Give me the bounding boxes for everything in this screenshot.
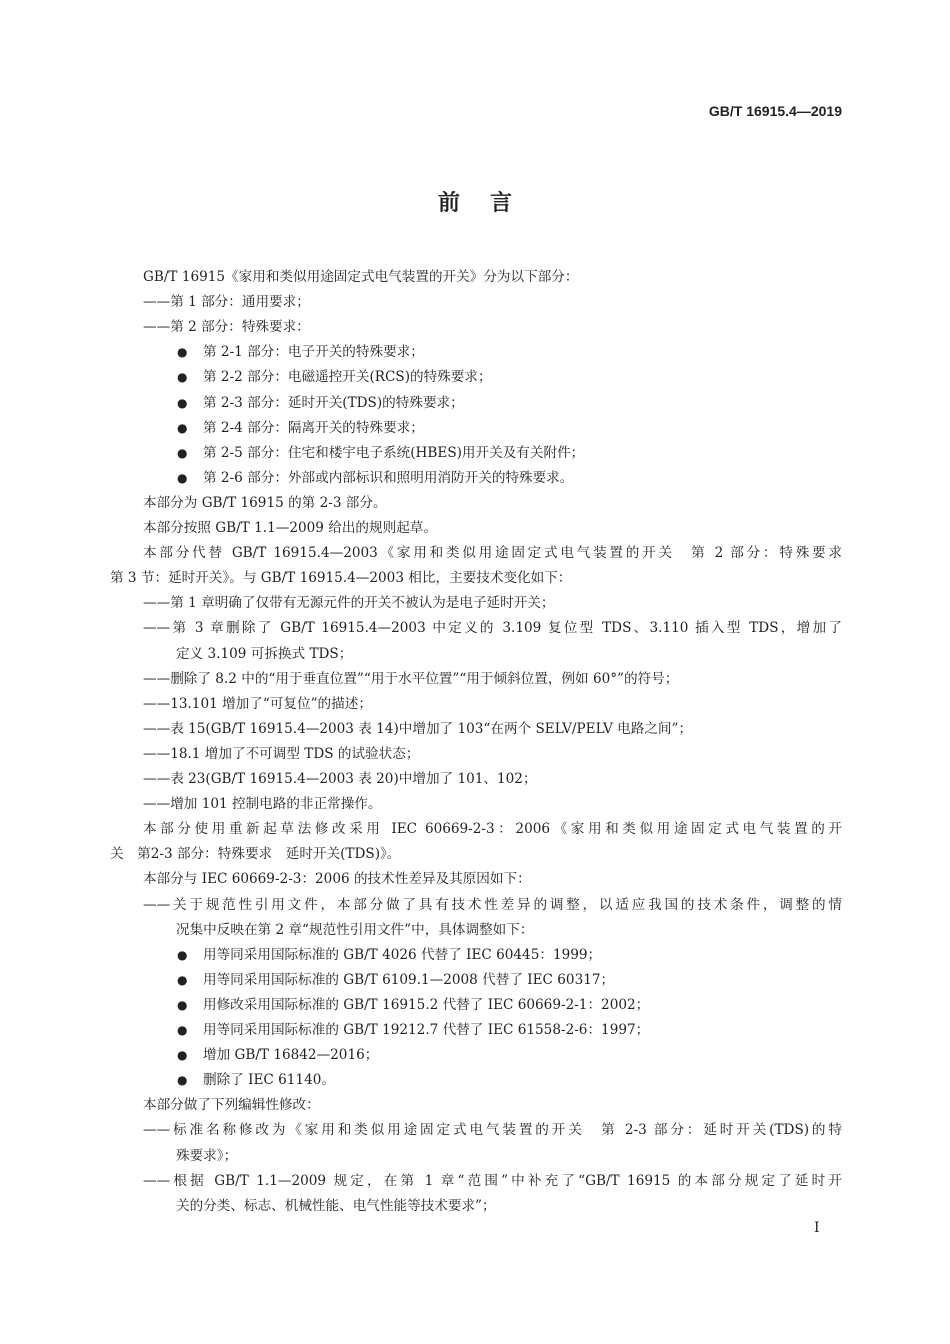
- line-text: 删除了 IEC 61140。: [203, 1072, 335, 1089]
- paragraph-line: [143, 870, 842, 888]
- line-text: 用等同采用国际标准的 GB/T 4026 代替了 IEC 60445：1999；: [203, 946, 602, 963]
- dash-list-item: [176, 921, 842, 939]
- bullet-list-item: [177, 368, 492, 386]
- line-text: 用等同采用国际标准的 GB/T 19212.7 代替了 IEC 61558-2-6：1997；: [203, 1022, 650, 1038]
- bullet-list-item: [177, 444, 585, 462]
- line-text: ——标准名称修改为《家用和类似用途固定式电气装置的开关 第 2-3 部分：延时开关(TDS)的特: [143, 1122, 842, 1139]
- paragraph-line: [143, 820, 842, 838]
- line-text: 第 3 节：延时开关》。与 GB/T 16915.4—2003 相比，主要技术变化如下：: [110, 570, 572, 587]
- line-text: ——根据 GB/T 1.1—2009 规定，在第 1 章“范围”中补充了“GB/T 16915 的本部分规定了延时开: [143, 1172, 842, 1189]
- paragraph-line: [143, 519, 842, 537]
- bullet-list-item: [177, 343, 424, 361]
- dash-list-item: [143, 318, 842, 336]
- bullet-list-item: [177, 1071, 335, 1089]
- line-text: 关 第2-3 部分：特殊要求 延时开关(TDS)》。: [110, 846, 401, 863]
- bullet-icon: ●: [177, 1023, 188, 1037]
- bullet-icon: ●: [177, 420, 188, 435]
- line-text: GB/T 16915《家用和类似用途固定式电气装置的开关》分为以下部分：: [143, 269, 579, 285]
- dash-list-item: [143, 670, 842, 688]
- bullet-icon: ●: [177, 445, 188, 460]
- bullet-list-item: [177, 469, 574, 487]
- line-text: 第 2-3 部分：延时开关(TDS)的特殊要求；: [203, 394, 464, 411]
- page-number: I: [814, 1220, 820, 1236]
- line-text: ——增加 101 控制电路的非正常操作。: [143, 796, 382, 813]
- line-text: 本部分使用重新起草法修改采用 IEC 60669-2-3：2006《家用和类似用途固定式电气装置的开: [143, 821, 842, 838]
- bullet-icon: ●: [177, 972, 188, 987]
- dash-list-item: [143, 770, 842, 788]
- bullet-icon: ●: [177, 395, 188, 410]
- dash-list-item: [143, 720, 842, 738]
- bullet-list-item: [177, 419, 424, 437]
- line-text: 定义 3.109 可拆换式 TDS；: [176, 645, 353, 662]
- standard-number-header: GB/T 16915.4—2019: [708, 103, 842, 119]
- line-text: 用等同采用国际标准的 GB/T 6109.1—2008 代替了 IEC 60317；: [203, 971, 615, 988]
- line-text: 第 2-1 部分：电子开关的特殊要求；: [203, 344, 424, 361]
- paragraph-line: [110, 845, 842, 863]
- dash-list-item: [176, 645, 842, 663]
- line-text: 第 2-5 部分：住宅和楼宇电子系统(HBES)用开关及有关附件；: [203, 444, 585, 461]
- line-text: 殊要求》；: [176, 1147, 238, 1164]
- paragraph-line: [143, 494, 842, 512]
- dash-list-item: [143, 594, 842, 612]
- line-text: 本部分为 GB/T 16915 的第 2-3 部分。: [143, 494, 387, 511]
- bullet-icon: ●: [177, 1048, 188, 1063]
- line-text: 本部分做了下列编辑性修改：: [143, 1097, 320, 1114]
- bullet-list-item: [177, 1021, 650, 1039]
- dash-list-item: [143, 619, 842, 637]
- dash-list-item: [143, 1172, 842, 1190]
- dash-list-item: [143, 795, 842, 813]
- paragraph-line: [143, 1096, 842, 1114]
- bullet-list-item: [177, 946, 602, 964]
- line-text: 况集中反映在第 2 章“规范性引用文件”中，具体调整如下：: [176, 921, 534, 938]
- dash-list-item: [143, 1121, 842, 1139]
- bullet-list-item: [177, 996, 650, 1014]
- line-text: 第 2-4 部分：隔离开关的特殊要求；: [203, 419, 424, 436]
- dash-list-item: [143, 695, 842, 713]
- dash-list-item: [143, 745, 842, 763]
- paragraph-line: [143, 268, 842, 286]
- line-text: ——13.101 增加了“可复位”的描述；: [143, 695, 372, 712]
- paragraph-line: [143, 544, 842, 562]
- line-text: ——第 2 部分：特殊要求：: [143, 319, 310, 336]
- line-text: 本部分代替 GB/T 16915.4—2003《家用和类似用途固定式电气装置的开关 第 2 部分：特殊要求: [143, 545, 842, 562]
- line-text: 本部分按照 GB/T 1.1—2009 给出的规则起草。: [143, 520, 437, 536]
- line-text: 增加 GB/T 16842—2016；: [203, 1047, 379, 1064]
- bullet-icon: ●: [177, 1073, 188, 1088]
- line-text: 第 2-2 部分：电磁遥控开关(RCS)的特殊要求；: [203, 369, 492, 386]
- bullet-list-item: [177, 971, 615, 989]
- line-text: 关的分类、标志、机械性能、电气性能等技术要求”；: [176, 1197, 496, 1214]
- line-text: ——18.1 增加了不可调型 TDS 的试验状态；: [143, 745, 420, 762]
- bullet-list-item: [177, 1046, 379, 1064]
- bullet-list-item: [177, 394, 464, 412]
- line-text: 用修改采用国际标准的 GB/T 16915.2 代替了 IEC 60669-2-1：2002；: [203, 996, 650, 1013]
- dash-list-item: [143, 293, 842, 311]
- dash-list-item: [176, 1197, 842, 1215]
- line-text: 第 2-6 部分：外部或内部标识和照明用消防开关的特殊要求。: [203, 469, 574, 486]
- line-text: ——第 3 章删除了 GB/T 16915.4—2003 中定义的 3.109 复位型 TDS、3.110 插入型 TDS，增加了: [143, 620, 842, 637]
- bullet-icon: ●: [177, 997, 188, 1012]
- bullet-icon: ●: [177, 345, 188, 360]
- line-text: ——表 15(GB/T 16915.4—2003 表 14)中增加了 103“在两个 SELV/PELV 电路之间”；: [143, 720, 693, 737]
- line-text: 本部分与 IEC 60669-2-3：2006 的技术性差异及其原因如下：: [143, 871, 531, 888]
- dash-list-item: [176, 1147, 842, 1165]
- line-text: ——关于规范性引用文件，本部分做了具有技术性差异的调整，以适应我国的技术条件，调整的情: [143, 896, 842, 913]
- line-text: ——删除了 8.2 中的“用于垂直位置”“用于水平位置”“用于倾斜位置，例如 60°”的符号；: [143, 670, 679, 687]
- page-title: 前言: [437, 191, 542, 216]
- bullet-icon: ●: [177, 947, 188, 962]
- paragraph-line: [110, 569, 842, 587]
- line-text: ——第 1 部分：通用要求；: [143, 294, 310, 311]
- line-text: ——表 23(GB/T 16915.4—2003 表 20)中增加了 101、102；: [143, 771, 537, 787]
- line-text: ——第 1 章明确了仅带有无源元件的开关不被认为是电子延时开关；: [143, 595, 555, 612]
- bullet-icon: ●: [177, 470, 188, 485]
- dash-list-item: [143, 896, 842, 914]
- bullet-icon: ●: [177, 370, 188, 385]
